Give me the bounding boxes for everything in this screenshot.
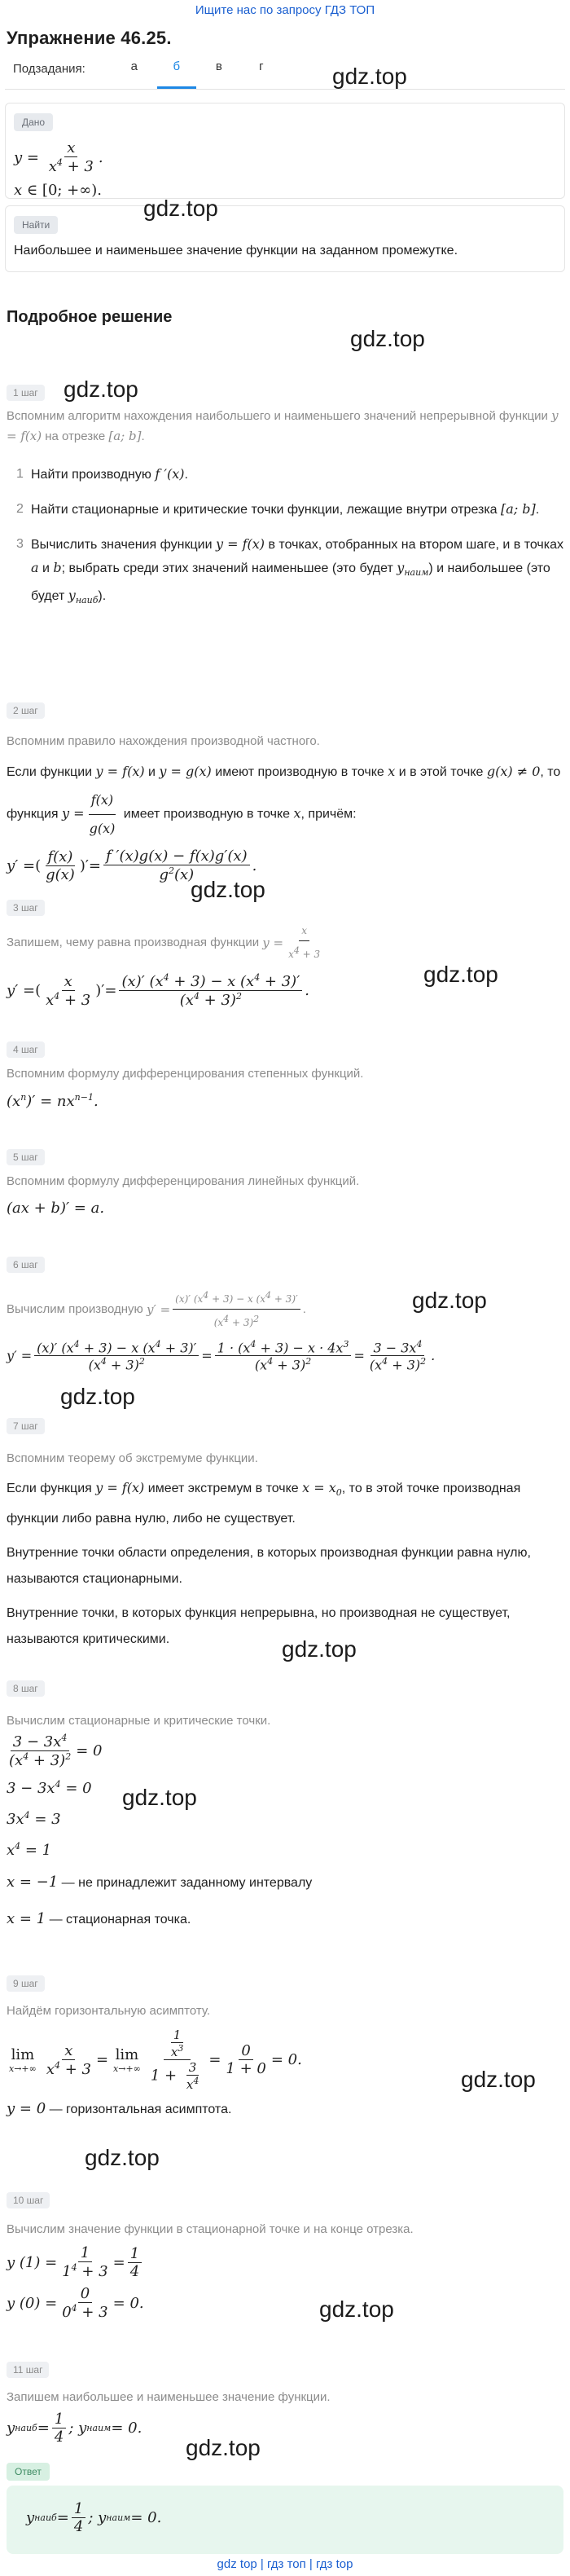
extremum-theorem: Если функция y = f(x) имеет экстремум в точке $x = x_0$, то в этой точке производная функции либо равна нулю, либо не существует. <box>7 1480 521 1526</box>
step-10 <box>7 2192 563 2321</box>
watermark: gdz.top <box>423 962 498 987</box>
solution-title: Подробное решение <box>7 308 173 326</box>
asymptote-text: y = 0 — горизонтальная асимптота. <box>7 2100 232 2117</box>
value-at-0: y (0) = $\frac{0}{0^4 + 3}$ = 0. <box>7 2285 144 2321</box>
footer-link-1[interactable]: gdz top <box>217 2557 257 2571</box>
find-badge: Найти <box>14 216 58 234</box>
watermark: gdz.top <box>332 64 407 89</box>
search-banner[interactable]: Ищите нас по запросу ГДЗ ТОП <box>195 3 375 17</box>
step-8-intro: Вычислим стационарные и критические точки. <box>7 1714 271 1728</box>
step-6-formula: y′ = $\frac{(x)' (x^4 + 3) - x (x^4 + 3)'}{(x^4 + 3)^2}$ = $\frac{1 \cdot (x^4 + 3) - x \cdot 4x^3}{(x^4 + 3)^2}$ = $\frac{3 - 3x^4}{(x^4 + 3)^2}$ . <box>7 1339 436 1373</box>
algorithm-step-2: 2 Найти стационарные и критические точки функции, лежащие внутри отрезка [a; b]. <box>16 501 540 517</box>
watermark: gdz.top <box>461 2067 536 2092</box>
step-1-intro: Вспомним алгоритм нахождения наибольшего и наименьшего значений непрерывной функции y = f(x) на отрезке [a; b]. <box>7 408 559 443</box>
subtask-label: Подзадания: <box>13 62 86 76</box>
watermark: gdz.top <box>282 1636 357 1662</box>
subtask-tabs <box>5 52 565 90</box>
step-8-root1: x = −1 — не принадлежит заданному интервалу <box>7 1874 313 1891</box>
algorithm-step-3: 3 Вычислить значения функции y = f(x) в точках, отобранных на втором шаге, и в точках a и b; выбрать среди этих значений наименьшее (это будет $y_{наим}$) и наибольшее (это будет $y_{наиб}$). <box>16 536 564 606</box>
step-8-root2: x = 1 — стационарная точка. <box>7 1910 191 1927</box>
step-6-intro: Вычислим производную y′ = $\frac{(x)' (x^4 + 3) - x (x^4 + 3)'}{(x^4 + 3)^2}$ . <box>7 1286 563 1332</box>
tab-g[interactable]: г <box>259 59 264 73</box>
step-8-badge: 8 шаг <box>7 1680 45 1697</box>
stationary-definition: Внутренние точки области определения, в которых производная функции равна нулю, называются стационарными. <box>7 1546 531 1587</box>
step-2 <box>7 702 563 883</box>
step-11-badge: 11 шаг <box>7 2362 49 2378</box>
power-rule-formula: $(x^n)' = nx^{n-1}$. <box>7 1092 99 1110</box>
watermark: gdz.top <box>85 2145 160 2170</box>
step-5-badge: 5 шаг <box>7 1149 45 1165</box>
watermark: gdz.top <box>60 1384 135 1409</box>
given-function: y = $\frac{x}{x^4 + 3}$ . <box>14 139 103 175</box>
step-5 <box>7 1149 563 1217</box>
step-9-badge: 9 шаг <box>7 1975 45 1992</box>
given-card <box>5 103 565 199</box>
watermark: gdz.top <box>191 877 265 902</box>
step-4 <box>7 1041 563 1110</box>
footer-link-3[interactable]: гдз top <box>316 2557 353 2571</box>
step-3-intro: Запишем, чему равна производная функции y = $\frac{x}{x^4 + 3}$ <box>7 921 563 964</box>
quotient-rule-formula: y′ = ( $\frac{f(x)}{g(x)}$ )′ = $\frac{f '(x)g(x) - f(x)g'(x)}{g^2(x)}$ . <box>7 848 257 883</box>
answer-box <box>7 2486 563 2554</box>
step-7-intro: Вспомним теорему об экстремуме функции. <box>7 1451 258 1465</box>
step-3-badge: 3 шаг <box>7 900 45 916</box>
linear-rule-formula: (ax + b)′ = a. <box>7 1200 105 1217</box>
step-10-badge: 10 шаг <box>7 2192 50 2208</box>
step-3-formula: y′ = ( $\frac{x}{x^4 + 3}$ )′ = $\frac{(x)' (x^4 + 3) - x (x^4 + 3)'}{(x^4 + 3)^2}$ . <box>7 972 310 1009</box>
step-2-intro: Вспомним правило нахождения производной частного. <box>7 734 320 748</box>
algorithm-step-1: 1 Найти производную f ′(x). <box>16 466 188 482</box>
given-interval: x ∈ [0; +∞). <box>14 182 103 199</box>
step-2-rule: Если функции y = f(x) и y = g(x) имеют производную в точке x и в этой точке g(x) ≠ 0, то функция y = $\frac{f(x)}{g(x)}$ имеет производную в точке x, причём: <box>7 764 561 836</box>
watermark: gdz.top <box>186 2435 261 2460</box>
watermark: gdz.top <box>319 2296 394 2322</box>
result-formula: y наиб = $\frac{1}{4}$ ; y наим = 0. <box>7 2411 142 2446</box>
watermark: gdz.top <box>143 196 218 221</box>
step-9 <box>7 1975 563 2122</box>
step-1 <box>7 385 563 623</box>
answer-badge: Ответ <box>7 2463 50 2481</box>
step-10-intro: Вычислим значение функции в стационарной точке и на конце отрезка. <box>7 2222 414 2236</box>
step-7-badge: 7 шаг <box>7 1418 45 1434</box>
step-8-eq2: $3 - 3x^4 = 0$ <box>7 1779 92 1797</box>
watermark: gdz.top <box>412 1288 487 1313</box>
step-8 <box>7 1680 563 1932</box>
step-8-eq4: $x^4 = 1$ <box>7 1841 52 1859</box>
value-at-1: y (1) = $\frac{1}{1^4 + 3}$ = $\frac{1}{4}$ <box>7 2244 563 2280</box>
footer-links: gdz top | гдз топ | гдз top <box>217 2557 353 2571</box>
step-8-eq3: $3x^4 = 3$ <box>7 1810 61 1828</box>
step-11-intro: Запишем наибольшее и наименьшее значение функции. <box>7 2390 331 2404</box>
tab-b[interactable]: б <box>157 59 196 89</box>
answer-formula: y наиб = $\frac{1}{4}$ ; y наим = 0. <box>26 2500 162 2535</box>
step-1-badge: 1 шаг <box>7 385 45 401</box>
given-badge: Дано <box>14 113 53 131</box>
watermark: gdz.top <box>64 376 138 402</box>
tab-v[interactable]: в <box>215 59 222 73</box>
limit-formula: lim x→+∞ $\frac{x}{x^4 + 3}$ = lim x→+∞ $\frac{1}{x^3}$ 1 + $\frac{3}{x^4}$ = $\frac{0}{1 + 0}$ = 0. <box>9 2028 302 2092</box>
step-4-badge: 4 шаг <box>7 1041 45 1058</box>
page-title: Упражнение 46.25. <box>7 28 172 48</box>
step-6 <box>7 1257 563 1373</box>
step-9-intro: Найдём горизонтальную асимптоту. <box>7 2004 211 2018</box>
footer-link-2[interactable]: гдз топ <box>267 2557 306 2571</box>
tab-a[interactable]: а <box>130 59 138 73</box>
step-7 <box>7 1418 563 1653</box>
watermark: gdz.top <box>122 1785 197 1810</box>
find-text: Наибольшее и наименьшее значение функции на заданном промежутке. <box>14 244 458 258</box>
step-5-intro: Вспомним формулу дифференцирования линейных функций. <box>7 1174 360 1188</box>
find-card <box>5 205 565 272</box>
step-6-badge: 6 шаг <box>7 1257 45 1273</box>
answer-badge-wrap <box>7 2463 50 2481</box>
critical-definition: Внутренние точки, в которых функция непрерывна, но производная не существует, называются критическими. <box>7 1606 511 1647</box>
step-11 <box>7 2362 563 2446</box>
step-4-intro: Вспомним формулу дифференцирования степенных функций. <box>7 1067 364 1081</box>
watermark: gdz.top <box>350 326 425 351</box>
step-8-eq1: $\frac{3 - 3x^4}{(x^4 + 3)^2}$ = 0 <box>9 1733 103 1769</box>
step-2-badge: 2 шаг <box>7 702 45 719</box>
step-3 <box>7 900 563 1009</box>
